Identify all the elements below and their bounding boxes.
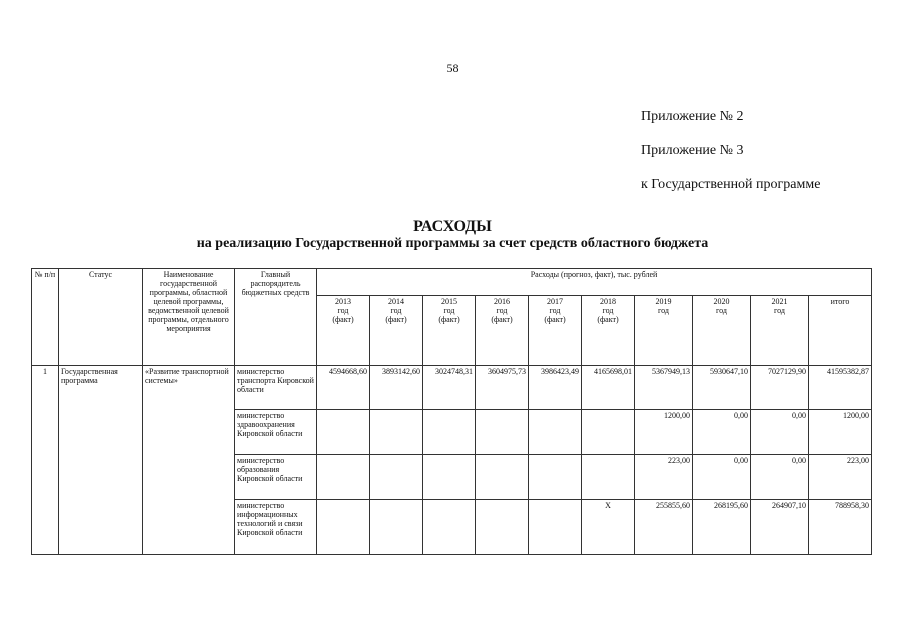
- value-cell: [529, 455, 582, 500]
- value-cell: [423, 410, 476, 455]
- value-cell: 0,00: [693, 410, 751, 455]
- value-cell: 3893142,60: [370, 366, 423, 410]
- header-name: Наименование государственной программы, областной целевой программы, ведомственной целевой программы, отдельного мероприятия: [143, 269, 235, 366]
- value-cell: 0,00: [751, 410, 809, 455]
- header-year: 2015 год (факт): [423, 296, 476, 366]
- value-cell: 223,00: [635, 455, 693, 500]
- value-cell: [476, 410, 529, 455]
- value-cell: 0,00: [751, 455, 809, 500]
- total-cell: 788958,30: [809, 500, 872, 555]
- value-cell: [423, 455, 476, 500]
- value-cell: [317, 455, 370, 500]
- value-cell: X: [582, 500, 635, 555]
- value-cell: 3604975,73: [476, 366, 529, 410]
- header-year: 2019 год: [635, 296, 693, 366]
- row-manager: министерство транспорта Кировской области: [235, 366, 317, 410]
- value-cell: 255855,60: [635, 500, 693, 555]
- row-program-name: «Развитие транспортной системы»: [143, 366, 235, 555]
- value-cell: [582, 410, 635, 455]
- row-manager: министерство образования Кировской области: [235, 455, 317, 500]
- table-row: [32, 366, 872, 410]
- value-cell: [582, 455, 635, 500]
- value-cell: 264907,10: [751, 500, 809, 555]
- table-header-row: [32, 269, 872, 296]
- header-year: 2020 год: [693, 296, 751, 366]
- total-cell: 41595382,87: [809, 366, 872, 410]
- value-cell: 4594668,60: [317, 366, 370, 410]
- header-year: 2016 год (факт): [476, 296, 529, 366]
- header-expenses: Расходы (прогноз, факт), тыс. рублей: [317, 269, 872, 296]
- value-cell: 3024748,31: [423, 366, 476, 410]
- value-cell: 268195,60: [693, 500, 751, 555]
- header-year: 2017 год (факт): [529, 296, 582, 366]
- appendix-line-2: Приложение № 3: [641, 143, 744, 158]
- value-cell: 4165698,01: [582, 366, 635, 410]
- value-cell: [370, 410, 423, 455]
- row-num: 1: [32, 366, 59, 555]
- document-title: РАСХОДЫ: [413, 218, 492, 235]
- value-cell: [317, 410, 370, 455]
- appendix-line-3: к Государственной программе: [641, 177, 821, 192]
- header-year: 2014 год (факт): [370, 296, 423, 366]
- row-manager: министерство здравоохранения Кировской области: [235, 410, 317, 455]
- row-manager: министерство информационных технологий и связи Кировской области: [235, 500, 317, 555]
- header-year: 2013 год (факт): [317, 296, 370, 366]
- header-year: 2018 год (факт): [582, 296, 635, 366]
- appendix-line-1: Приложение № 2: [641, 109, 744, 124]
- value-cell: [370, 500, 423, 555]
- total-cell: 1200,00: [809, 410, 872, 455]
- value-cell: [370, 455, 423, 500]
- value-cell: [529, 500, 582, 555]
- page-number: 58: [446, 61, 459, 75]
- expenses-table: [31, 268, 872, 555]
- value-cell: 5367949,13: [635, 366, 693, 410]
- header-total: итого: [809, 296, 872, 366]
- value-cell: 7027129,90: [751, 366, 809, 410]
- value-cell: 0,00: [693, 455, 751, 500]
- header-manager: Главный распорядитель бюджетных средств: [235, 269, 317, 366]
- header-num: № п/п: [32, 269, 59, 366]
- header-year: 2021 год: [751, 296, 809, 366]
- row-status: Государственная программа: [59, 366, 143, 555]
- value-cell: [476, 455, 529, 500]
- header-status: Статус: [59, 269, 143, 366]
- value-cell: 3986423,49: [529, 366, 582, 410]
- value-cell: [529, 410, 582, 455]
- value-cell: [476, 500, 529, 555]
- value-cell: 5930647,10: [693, 366, 751, 410]
- document-subtitle: на реализацию Государственной программы за счет средств областного бюджета: [196, 236, 709, 251]
- total-cell: 223,00: [809, 455, 872, 500]
- value-cell: [317, 500, 370, 555]
- value-cell: [423, 500, 476, 555]
- value-cell: 1200,00: [635, 410, 693, 455]
